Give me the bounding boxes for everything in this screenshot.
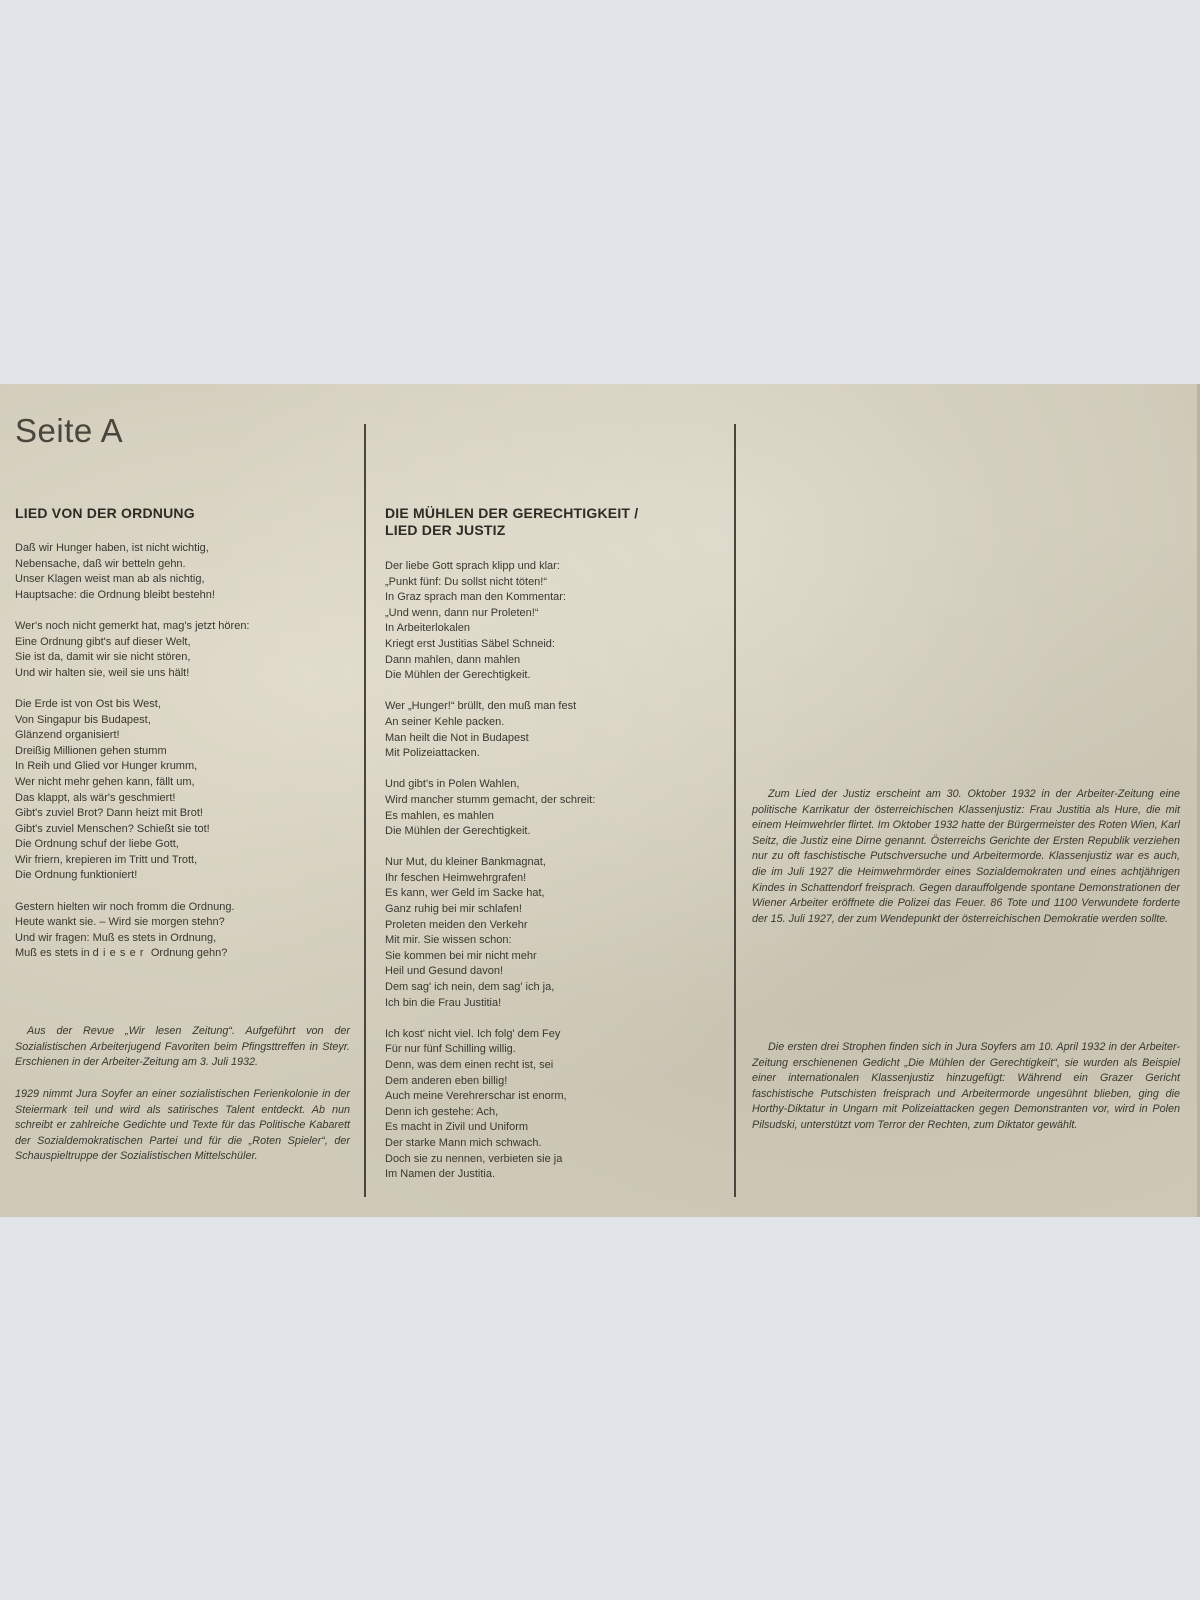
verse-line: In Graz sprach man den Kommentar: [385,591,566,604]
verse-line: „Punkt fünf: Du sollst nicht töten!“ [385,575,548,588]
verse-line: Das klappt, als wär's geschmiert! [15,791,176,804]
verse-line: Es mahlen, es mahlen [385,809,494,822]
verse-line: An seiner Kehle packen. [385,715,505,728]
verse-line: Gibt's zuviel Brot? Dann heizt mit Brot! [15,807,203,820]
column-divider-left [364,424,366,1197]
verse-line: Man heilt die Not in Budapest [385,731,529,744]
note-paragraph: Aus der Revue „Wir lesen Zeitung“. Aufgeführt von der Sozialistischen Arbeiterjugend Favoriten beim Pfingsttreffen in Steyr. Erschienen in der Arbeiter-Zeitung am 3. Juli 1932. [15,1025,350,1069]
verse-line-last [15,946,350,962]
column-divider-right [734,424,736,1197]
verse-line: Der starke Mann mich schwach. [385,1136,542,1149]
note-paragraph: Die ersten drei Strophen finden sich in Jura Soyfers am 10. April 1932 in der Arbeiter-Zeitung erschienenen Gedicht „Die Mühlen der Gerechtigkeit“, sie wurden als Beispiel einer internationalen Klassenjustiz hinzugefügt: Während ein Grazer Gericht faschistische Putschisten freisprach und Arbeitermorde ungesühnt blieben, ging die Horthy-Diktatur in Ungarn mit Polizeiattacken gegen Demonstranten vor, wird in Polen Pilsudski, unterstützt vom Terror der Rechten, zum Diktator gewählt. [752,1041,1180,1131]
verse-line: Daß wir Hunger haben, ist nicht wichtig, [15,542,209,554]
verse-line: Ganz ruhig bei mir schlafen! [385,903,522,916]
verse-line: Von Singapur bis Budapest, [15,713,151,726]
verse-line: Ihr feschen Heimwehrgrafen! [385,871,527,884]
verse-line: Kriegt erst Justitias Säbel Schneid: [385,637,555,650]
verse-line: Glänzend organisiert! [15,729,120,742]
verse-line: Die Ordnung funktioniert! [15,869,138,882]
stanza [385,699,720,761]
poem-justiz [385,559,720,1183]
verse-line: Doch sie zu nennen, verbieten sie ja [385,1152,563,1165]
verse-line: Nur Mut, du kleiner Bankmagnat, [385,856,546,869]
verse-part: Muß es stets in [15,947,90,960]
verse-line: Heute wankt sie. – Wird sie morgen stehn? [15,916,225,929]
verse-line: Ich kost' nicht viel. Ich folg' dem Fey [385,1027,561,1040]
verse-line: Sie kommen bei mir nicht mehr [385,949,537,962]
stanza [385,777,720,839]
verse-line: Wer's noch nicht gemerkt hat, mag's jetzt hören: [15,619,250,632]
verse-line: Es kann, wer Geld im Sacke hat, [385,887,545,900]
stanza [385,559,720,684]
verse-line: Dann mahlen, dann mahlen [385,653,521,666]
song-title-line: LIED DER JUSTIZ [385,522,506,538]
verse-line: Eine Ordnung gibt's auf dieser Welt, [15,635,191,648]
verse-line: Dreißig Millionen gehen stumm [15,744,167,757]
verse-part-spaced: dieser [92,947,148,960]
note-paragraph: Zum Lied der Justiz erscheint am 30. Oktober 1932 in der Arbeiter-Zeitung eine politische Karrikatur der österreichischen Klassenjustiz: Frau Justitia als Hure, die mit einem Heimwehrler flirtet. Im Oktober 1932 hatte der Bürgermeister des Roten Wien, Karl Seitz, die Justiz eine Dirne genannt. Österreichs Gerichte der Ersten Republik verziehen nur zu oft faschistische Putschversuche und Arbeitermorde. Klassenjustiz war es auch, die im Juli 1927 die Heimwehrmörder eines Sozialdemokraten und eines achtjährigen Kindes in Schattendorf freisprach. Gegen darauffolgende spontane Demonstrationen der Wiener Arbeiter eröffnete die Polizei das Feuer. 86 Tote und 1100 Verwundete forderte der 15. Juli 1927, der zum Wendepunkt der österreichischen Demokratie werden sollte. [752,788,1180,925]
song-title-line: DIE MÜHLEN DER GERECHTIGKEIT / [385,505,639,521]
stanza [385,1027,720,1183]
verse-line: Im Namen der Justitia. [385,1168,496,1181]
verse-line: Und gibt's in Polen Wahlen, [385,778,520,791]
verse-line: In Arbeiterlokalen [385,622,470,635]
verse-line: Es macht in Zivil und Uniform [385,1121,529,1134]
verse-line: Wer nicht mehr gehen kann, fällt um, [15,775,195,788]
verse-line: Heil und Gesund davon! [385,965,504,978]
record-sleeve-page [0,384,1200,1217]
poem-ordnung [15,541,350,962]
verse-line: Wer „Hunger!“ brüllt, den muß man fest [385,700,577,713]
verse-line: Und wir halten sie, weil sie uns hält! [15,666,190,679]
verse-line: Proleten meiden den Verkehr [385,918,528,931]
verse-line: Mit Polizeiattacken. [385,747,480,760]
verse-line: Die Mühlen der Gerechtigkeit. [385,825,531,838]
verse-line: Denn, was dem einen recht ist, sei [385,1059,554,1071]
verse-line: Gibt's zuviel Menschen? Schießt sie tot! [15,822,210,835]
verse-line: Die Mühlen der Gerechtigkeit. [385,669,531,682]
verse-line: „Und wenn, dann nur Proleten!“ [385,606,539,619]
verse-line: Für nur fünf Schilling willig. [385,1043,516,1056]
verse-line: Ich bin die Frau Justitia! [385,996,502,1009]
stanza [15,619,350,681]
verse-line: Hauptsache: die Ordnung bleibt bestehn! [15,588,215,601]
verse-line: Unser Klagen weist man ab als nichtig, [15,573,205,586]
stanza [15,541,350,603]
verse-line: Sie ist da, damit wir sie nicht stören, [15,651,191,664]
song-title-ordnung: LIED VON DER ORDNUNG [15,505,195,521]
verse-line: Denn ich gestehe: Ach, [385,1105,499,1118]
verse-line: Wird mancher stumm gemacht, der schreit: [385,793,596,806]
verse-line: In Reih und Glied vor Hunger krumm, [15,760,198,773]
verse-line: Die Ordnung schuf der liebe Gott, [15,838,179,851]
verse-line: Dem sag' ich nein, dem sag' ich ja, [385,981,555,994]
verse-line: Mit mir. Sie wissen schon: [385,934,512,947]
stanza [15,697,350,884]
verse-line: Nebensache, daß wir betteln gehn. [15,557,186,570]
verse-line: Der liebe Gott sprach klipp und klar: [385,560,560,572]
verse-line: Dem anderen eben billig! [385,1074,508,1087]
verse-line: Wir friern, krepieren im Tritt und Trott, [15,853,198,866]
stanza [15,900,350,962]
page-title: Seite A [15,412,124,449]
verse-line: Die Erde ist von Ost bis West, [15,697,161,710]
verse-line: Und wir fragen: Muß es stets in Ordnung, [15,931,217,944]
verse-line: Gestern hielten wir noch fromm die Ordnung. [15,900,235,913]
verse-part: Ordnung gehn? [150,947,228,960]
song-title-justiz [385,505,638,539]
stanza [385,855,720,1011]
note-paragraph: 1929 nimmt Jura Soyfer an einer sozialistischen Ferienkolonie in der Steiermark teil und wird als satirisches Talent entdeckt. Ab nun schreibt er zahlreiche Gedichte und Texte für das Politische Kabarett der Sozialdemokratischen Partei und für die „Roten Spieler“, der Schauspieltruppe der Sozialistischen Mittelschüler. [15,1088,350,1163]
verse-line: Auch meine Verehrerschar ist enorm, [385,1090,567,1103]
